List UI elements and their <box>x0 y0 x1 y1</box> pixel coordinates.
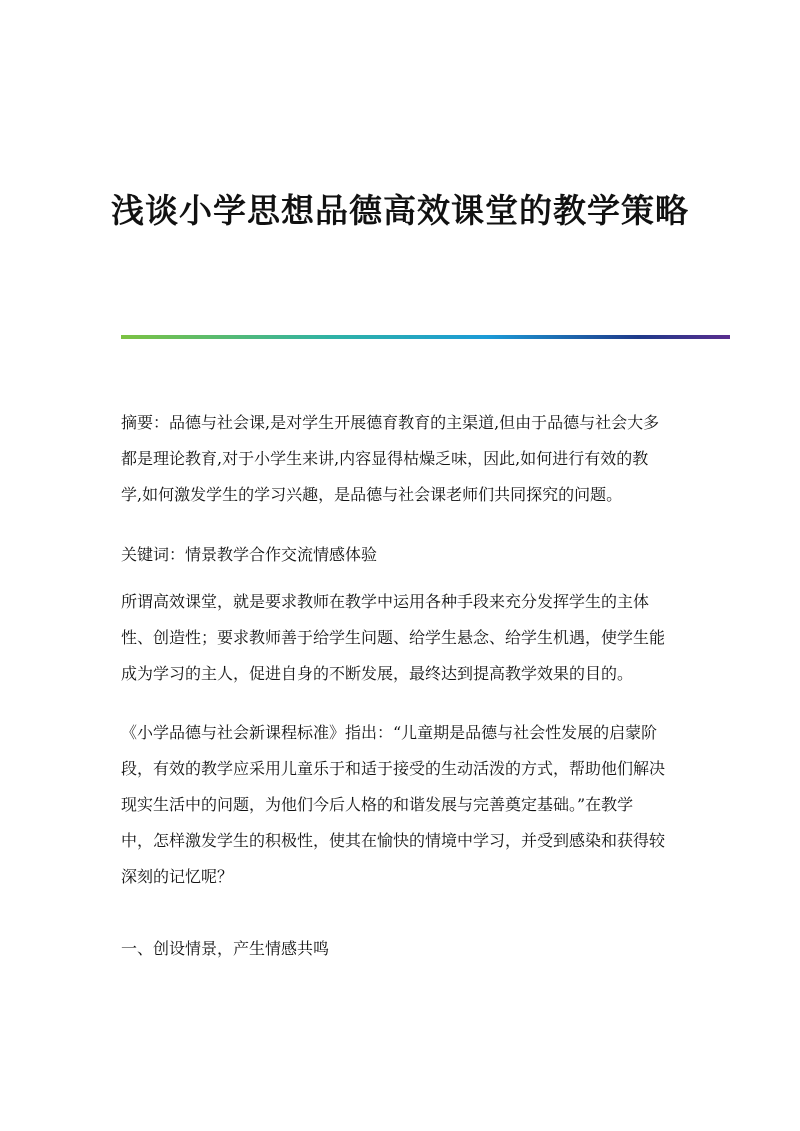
paragraph-line: 性、创造性；要求教师善于给学生问题、给学生悬念、给学生机遇，使学生能 <box>121 628 666 647</box>
title-divider <box>121 335 730 339</box>
document-title: 浅谈小学思想品德高效课堂的教学策略 <box>111 191 689 230</box>
abstract-paragraph <box>121 405 681 513</box>
body-paragraph-2 <box>121 715 681 895</box>
abstract-line: 都是理论教育,对于小学生来讲,内容显得枯燥乏味，因此,如何进行有效的教 <box>121 449 649 468</box>
paragraph-line: 深刻的记忆呢？ <box>121 867 234 886</box>
paragraph-line: 所谓高效课堂，就是要求教师在教学中运用各种手段来充分发挥学生的主体 <box>121 592 650 611</box>
keywords-line: 关键词：情景教学合作交流情感体验 <box>121 545 378 564</box>
body-paragraph-1 <box>121 584 681 692</box>
abstract-line: 学,如何激发学生的学习兴趣，是品德与社会课老师们共同探究的问题。 <box>121 485 623 504</box>
paragraph-line: 中，怎样激发学生的积极性，使其在愉快的情境中学习，并受到感染和获得较 <box>121 831 666 850</box>
abstract-line: 摘要：品德与社会课,是对学生开展德育教育的主渠道,但由于品德与社会大多 <box>121 413 660 432</box>
paragraph-line: 《小学品德与社会新课程标准》指出：“儿童期是品德与社会性发展的启蒙阶 <box>121 723 658 742</box>
section-heading: 一、创设情景，产生情感共鸣 <box>121 939 330 958</box>
paragraph-line: 现实生活中的问题，为他们今后人格的和谐发展与完善奠定基础。”在教学 <box>121 795 634 814</box>
paragraph-line: 成为学习的主人，促进自身的不断发展，最终达到提高教学效果的目的。 <box>121 664 634 683</box>
paragraph-line: 段，有效的教学应采用儿童乐于和适于接受的生动活泼的方式，帮助他们解决 <box>121 759 666 778</box>
